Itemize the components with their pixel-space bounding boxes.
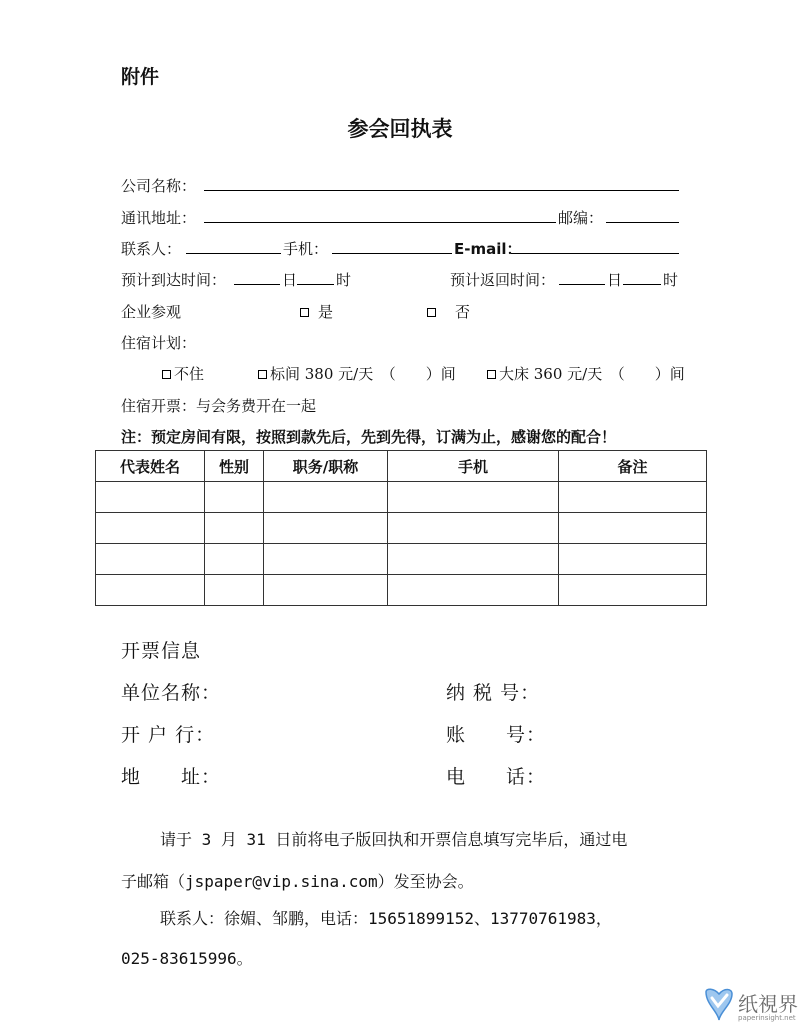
table-cell[interactable] (264, 575, 388, 606)
lodging-invoice (121, 395, 316, 416)
table-cell[interactable] (388, 575, 559, 606)
checkbox-icon[interactable] (300, 308, 309, 317)
postcode-label: 邮编： (558, 209, 604, 227)
arrival-label: 预计到达时间： (121, 271, 227, 289)
visit-label: 企业参观 (121, 303, 182, 321)
table-cell[interactable] (559, 575, 707, 606)
visit-no-label: 否 (455, 303, 471, 321)
contact-label: 联系人： (121, 240, 182, 258)
company-blank[interactable] (204, 190, 679, 191)
table-cell[interactable] (388, 544, 559, 575)
table-row (96, 544, 707, 575)
table-cell[interactable] (559, 513, 707, 544)
lodging-standard-option[interactable] (258, 363, 456, 384)
table-cell[interactable] (205, 482, 264, 513)
watermark-logo (700, 986, 800, 1026)
email-blank[interactable] (511, 253, 679, 254)
table-cell[interactable] (559, 544, 707, 575)
lodging-none-option[interactable] (162, 363, 204, 384)
notice-text: 注：预定房间有限，按照到款先后，先到先得，订满为止，感谢您的配合！ (121, 428, 617, 446)
company-label: 公司名称： (121, 177, 197, 195)
table-row (96, 575, 707, 606)
watermark-icon (702, 986, 736, 1022)
arrival-day-blank[interactable] (234, 284, 280, 285)
table-header-row (96, 451, 707, 482)
arrival-hour-label: 时 (336, 271, 352, 289)
table-header-cell: 性别 (205, 451, 264, 482)
arrival-day-label: 日 (282, 271, 298, 289)
invoice-address-label: 地 址： (121, 766, 222, 788)
lodging-standard-label: 标间 380 元/天 （ ）间 (270, 365, 456, 383)
table-header-cell: 职务/职称 (264, 451, 388, 482)
table-header-cell: 备注 (559, 451, 707, 482)
table-cell[interactable] (96, 575, 205, 606)
table-cell[interactable] (388, 482, 559, 513)
visit-no-option[interactable] (427, 301, 470, 322)
arrival-hour-blank[interactable] (297, 284, 334, 285)
table-cell[interactable] (264, 513, 388, 544)
footer-contact-line2: 025-83615996。 (121, 949, 253, 968)
attachment-label: 附件 (121, 66, 160, 88)
watermark-text: 纸視界 (738, 992, 798, 1016)
table-cell[interactable] (264, 544, 388, 575)
table-cell[interactable] (205, 513, 264, 544)
invoice-heading: 开票信息 (121, 640, 202, 662)
return-hour-blank[interactable] (623, 284, 661, 285)
visit-yes-label: 是 (318, 303, 334, 321)
footer-note-line2: 子邮箱（jspaper@vip.sina.com）发至协会。 (121, 872, 474, 891)
lodging-invoice-text: 与会务费开在一起 (196, 397, 317, 415)
table-cell[interactable] (388, 513, 559, 544)
checkbox-icon[interactable] (258, 370, 267, 379)
return-day-blank[interactable] (559, 284, 605, 285)
table-cell[interactable] (96, 482, 205, 513)
address-label: 通讯地址： (121, 209, 197, 227)
table-header-cell: 代表姓名 (96, 451, 205, 482)
table-cell[interactable] (205, 575, 264, 606)
table-cell[interactable] (264, 482, 388, 513)
attendee-table (95, 450, 707, 606)
checkbox-icon[interactable] (487, 370, 496, 379)
postcode-blank[interactable] (606, 222, 679, 223)
mobile-blank[interactable] (332, 253, 452, 254)
invoice-bank-label: 开 户 行： (121, 724, 216, 746)
table-cell[interactable] (96, 513, 205, 544)
table-cell[interactable] (96, 544, 205, 575)
lodging-king-label: 大床 360 元/天 （ ）间 (499, 365, 685, 383)
table-row (96, 482, 707, 513)
email-label: E-mail： (454, 240, 522, 258)
table-row (96, 513, 707, 544)
lodging-king-option[interactable] (487, 363, 685, 384)
invoice-phone-label: 电 话： (446, 766, 547, 788)
contact-blank[interactable] (186, 253, 281, 254)
checkbox-icon[interactable] (427, 308, 436, 317)
invoice-tax-no-label: 纳 税 号： (446, 682, 541, 704)
return-hour-label: 时 (663, 271, 679, 289)
page-title: 参会回执表 (347, 117, 453, 141)
table-cell[interactable] (559, 482, 707, 513)
lodging-label: 住宿计划： (121, 334, 197, 352)
invoice-unit-name-label: 单位名称： (121, 682, 222, 704)
visit-yes-option[interactable] (300, 301, 333, 322)
invoice-account-label: 账 号： (446, 724, 547, 746)
footer-note-line1: 请于 3 月 31 日前将电子版回执和开票信息填写完毕后，通过电 (160, 830, 628, 849)
return-day-label: 日 (607, 271, 623, 289)
return-label: 预计返回时间： (450, 271, 556, 289)
lodging-none-label: 不住 (174, 365, 205, 383)
watermark-subtext: paperinsight.net (738, 1014, 796, 1022)
checkbox-icon[interactable] (162, 370, 171, 379)
lodging-invoice-label: 住宿开票： (121, 397, 197, 415)
mobile-label: 手机： (283, 240, 329, 258)
table-cell[interactable] (205, 544, 264, 575)
address-blank[interactable] (204, 222, 556, 223)
footer-contact-line1: 联系人：徐媚、邹鹏，电话：15651899152、13770761983， (160, 909, 612, 928)
table-header-cell: 手机 (388, 451, 559, 482)
